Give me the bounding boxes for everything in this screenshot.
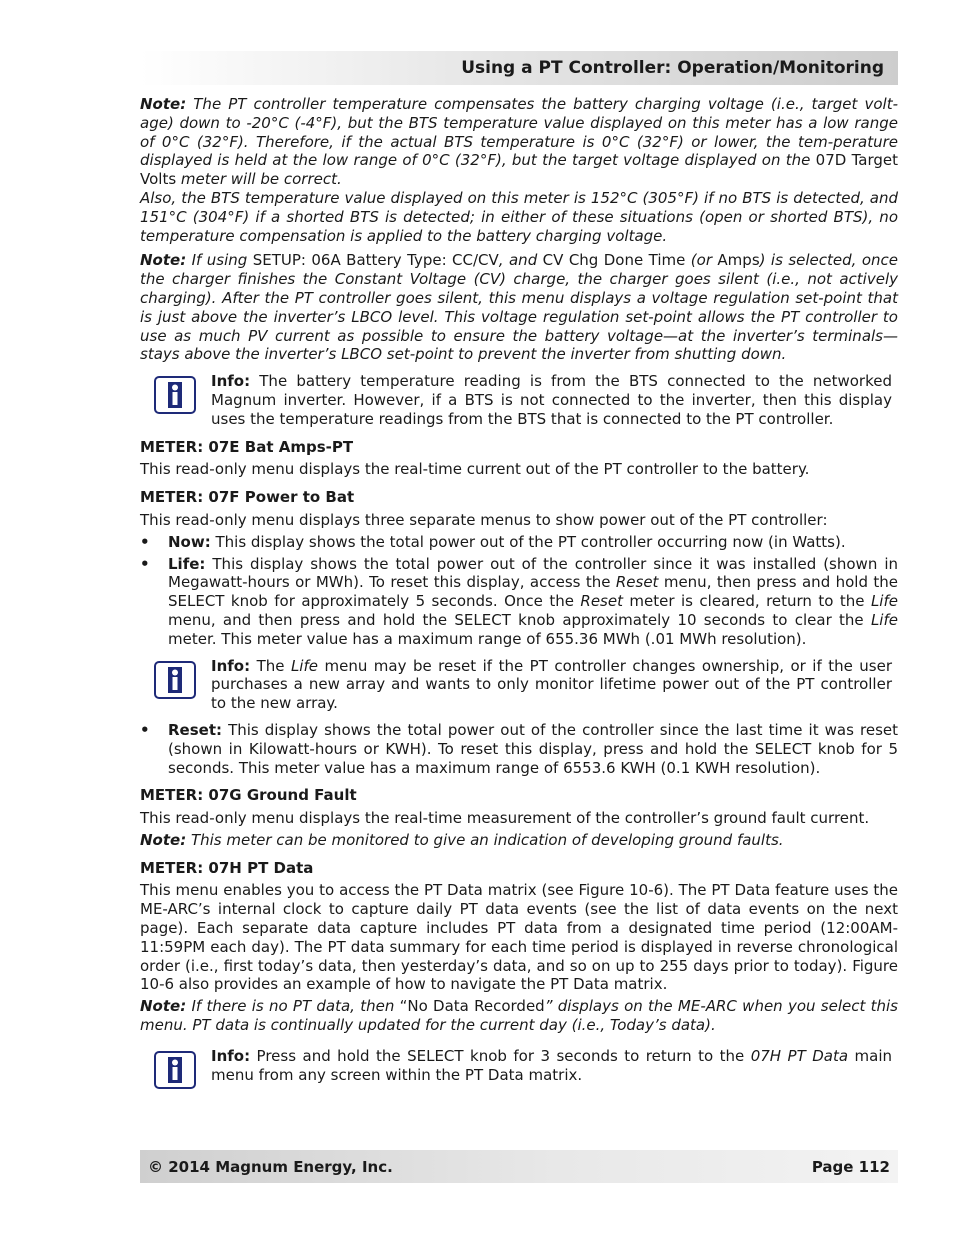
page-number: Page 112 xyxy=(811,1158,890,1176)
list-item-reset: • Reset: This display shows the total power out of the controller since the last time it was reset (shown in Kilowatt-hours or KWH). To reset this display, press and hold the SELECT knob for 5 seconds. This meter value has a maximum range of 6553.6 KWH (0.1 KWH resolution). xyxy=(140,720,898,777)
info-icon xyxy=(154,661,196,699)
section-heading-07h: METER: 07H PT Data xyxy=(140,858,314,877)
bullet-icon: • xyxy=(140,532,150,551)
section-heading-07f: METER: 07F Power to Bat xyxy=(140,488,355,507)
info-text: Info: Press and hold the SELECT knob for 3 seconds to return to the 07H PT Data main menu from any screen within the PT Data matrix. xyxy=(211,1046,892,1084)
list-item-life: • Life: This display shows the total power out of the controller since it was installed (shown in Megawatt-hours or MWh). To reset this display, access the Reset menu, then press and hold the SELECT knob for approximately 5 seconds. Once the Reset meter is cleared, return to the Life menu, and then press and hold the SELECT knob approximately 10 seconds to clear the Life meter. This meter value has a maximum range of 655.36 MWh (.01 MWh resolution). xyxy=(140,554,898,648)
section-text-07g: This read-only menu displays the real-time measurement of the controller’s ground fault current. xyxy=(140,809,870,828)
section-text-07h: This menu enables you to access the PT Data matrix (see Figure 10-6). The PT Data feature uses the ME-ARC’s internal clock to capture daily PT data events (see the list of data events on the next page). Each separate data capture includes PT data from a designated time period (12:00AM-11:59PM each day). The PT data summary for each time period is displayed in reverse chronological order (i.e., first today’s data, then yesterday’s data, and so on up to 255 days prior to today). Figure 10-6 also provides an example of how to navigate the PT Data matrix. xyxy=(140,881,898,994)
info-icon xyxy=(154,376,196,414)
note-paragraph: Note: If using SETUP: 06A Battery Type: CC/CV, and CV Chg Done Time (or Amps) is selected, once the charger finishes the Constant Voltage (CV) charge, the charger goes silent (i.e., not actively charging). After the PT controller goes silent, this menu displays a voltage regulation set-point that is just above the inverter’s LBCO level. This voltage regulation set-point allows the PT controller to use as much PV current as possible to ensure the battery voltage—at the inverter’s terminals—stays above the inverter’s LBCO set-point to prevent the inverter from shutting down. xyxy=(140,251,899,364)
header-title: Using a PT Controller: Operation/Monitoring xyxy=(461,58,884,78)
note-paragraph: Note: If there is no PT data, then “No Data Recorded” displays on the ME-ARC when you select this menu. PT data is continually updated for the current day (i.e., Today’s data). xyxy=(140,997,898,1035)
note-paragraph: Note: This meter can be monitored to give an indication of developing ground faults. xyxy=(140,830,784,849)
list-item-now: • Now: This display shows the total power out of the PT controller occurring now (in Watts). xyxy=(140,532,846,551)
info-box xyxy=(140,657,892,713)
info-icon xyxy=(154,1051,196,1089)
section-text-07f: This read-only menu displays three separate menus to show power out of the PT controller: xyxy=(140,510,828,529)
bullet-icon: • xyxy=(140,720,150,739)
page-footer xyxy=(140,1150,898,1183)
page-header xyxy=(140,51,898,85)
page-content xyxy=(140,95,898,1093)
section-text-07e: This read-only menu displays the real-time current out of the PT controller to the battery. xyxy=(140,460,810,479)
section-heading-07e: METER: 07E Bat Amps-PT xyxy=(140,437,354,456)
info-box xyxy=(140,372,892,428)
copyright-text: © 2014 Magnum Energy, Inc. xyxy=(148,1158,393,1176)
info-text: Info: The battery temperature reading is from the BTS connected to the networked Magnum inverter. However, if a BTS is not connected to the inverter, then this display uses the temperature readings from the BTS that is connected to the PT controller. xyxy=(211,372,892,428)
info-box xyxy=(140,1047,892,1093)
bullet-icon: • xyxy=(140,554,150,573)
section-heading-07g: METER: 07G Ground Fault xyxy=(140,786,357,805)
info-text: Info: The Life menu may be reset if the PT controller changes ownership, or if the user purchases a new array and wants to only monitor lifetime power out of the PT controller to the new array. xyxy=(211,656,893,713)
note-paragraph-continued: Also, the BTS temperature value displayed on this meter is 152°C (305°F) if no BTS is detected, and 151°C (304°F) if a shorted BTS is detected; in either of these situations (open or shorted BTS), no temperature compensation is applied to the battery charging voltage. xyxy=(140,188,898,245)
note-paragraph: Note: The PT controller temperature compensates the battery charging voltage (i.e., target volt-age) down to -20°C (-4°F), but the BTS temperature value displayed on this meter has a low range of 0°C (32°F). Therefore, if the actual BTS temperature is 0°C (32°F) or lower, the tem-perature displayed is held at the low range of 0°C (32°F), but the target voltage displayed on the 07D Target Volts meter will be correct. xyxy=(140,95,899,189)
